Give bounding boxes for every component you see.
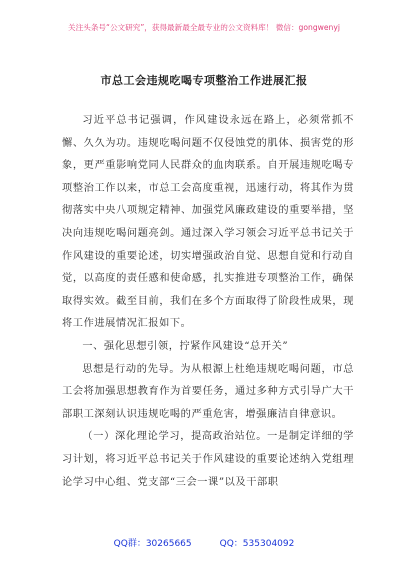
document-body xyxy=(62,110,354,494)
footer-qq-group: QQ群：30265665 xyxy=(113,539,192,549)
section-paragraph: 思想是行动的先导。为从根源上杜绝违规吃喝问题，市总工会将加强思想教育作为首要任务，通过多种方式引导广大干部职工深刻认识违规吃喝的严重危害，增强廉洁自律意识。 xyxy=(62,363,354,420)
section-heading: 一、强化思想引领，拧紧作风建设“总开关” xyxy=(82,340,289,352)
top-banner-text: 关注头条号“公文研究”，获得最新最全最专业的公文资料库！ 微信：gongwenyj xyxy=(68,23,340,32)
footer-contact xyxy=(0,536,408,549)
document-title: 市总工会违规吃喝专项整治工作进展汇报 xyxy=(100,74,308,87)
intro-paragraph: 习近平总书记强调，作风建设永远在路上，必须常抓不懈、久久为功。违规吃喝问题不仅侵蚀党的肌体、损害党的形象，更严重影响党同人民群众的血肉联系。自开展违规吃喝专项整治工作以来，市总工会高度重视，迅速行动，将其作为贯彻落实中央八项规定精神、加强党风廉政建设的重要举措，坚决向违规吃喝问题亮剑。通过深入学习领会习近平总书记关于作风建设的重要论述，切实增强政治自觉、思想自觉和行动自觉，以高度的责任感和使命感，扎实推进专项整治工作，确保取得实效。截至目前，我们在多个方面取得了阶段性成果，现将工作进展情况汇报如下。 xyxy=(62,115,354,330)
subsection-paragraph: （一）深化理论学习，提高政治站位。一是制定详细的学习计划，将习近平总书记关于作风建设的重要论述纳入党组理论学习中心组、党支部“三会一课”以及干部职 xyxy=(62,431,354,488)
footer-qq-number: QQ：535304092 xyxy=(219,539,295,549)
